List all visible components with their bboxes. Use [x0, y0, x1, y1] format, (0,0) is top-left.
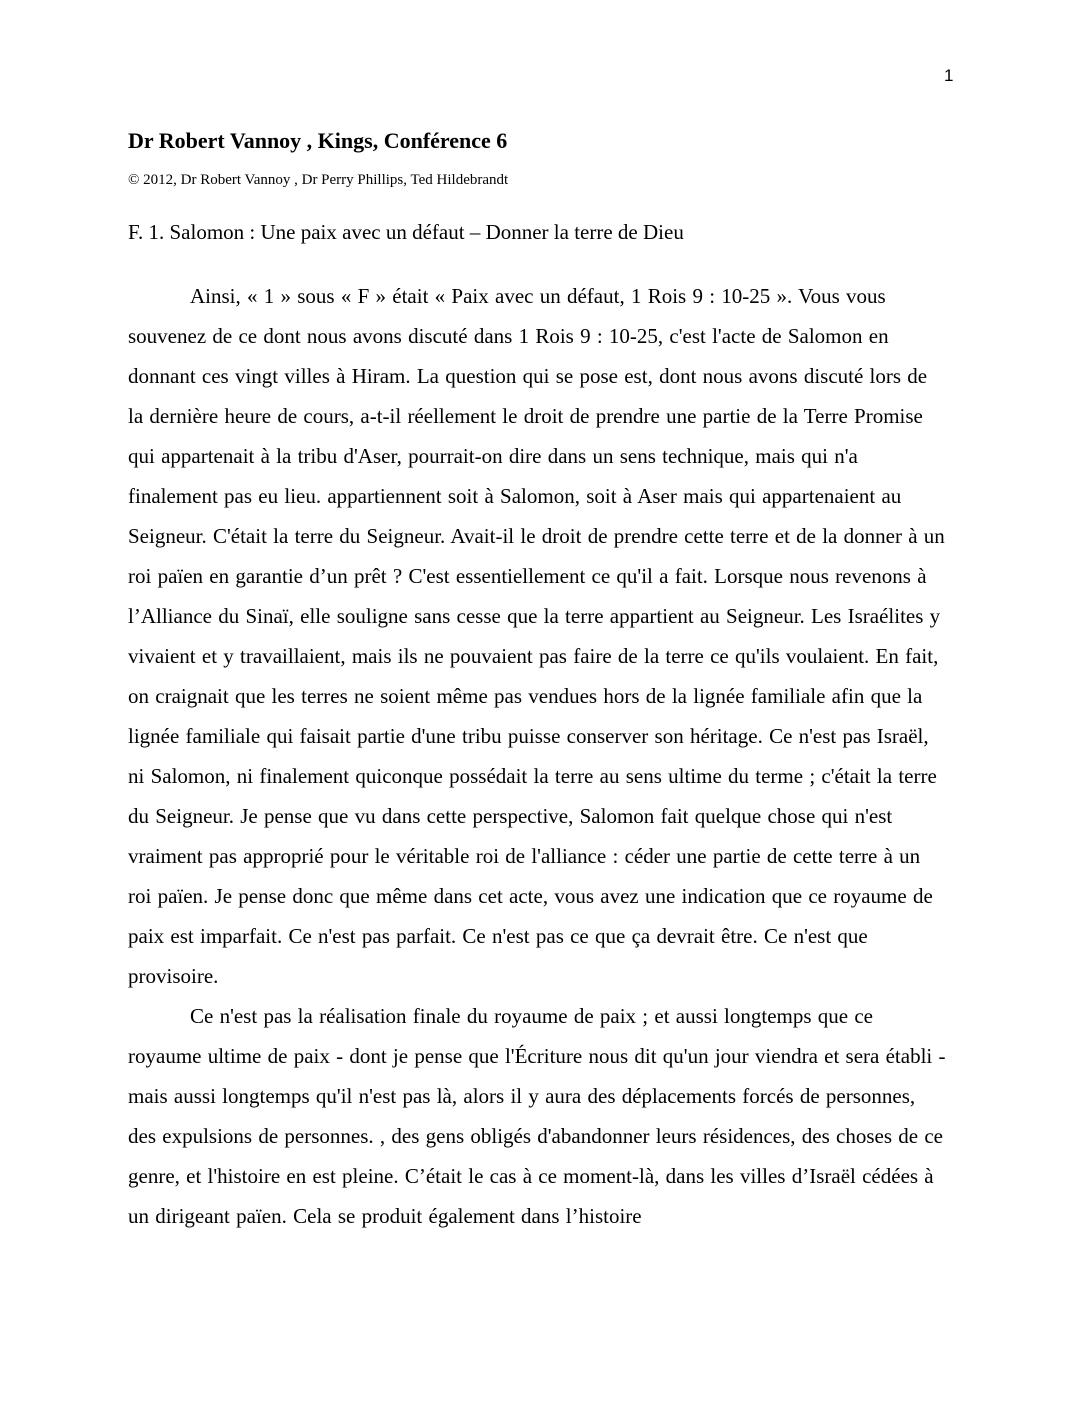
paragraph-1: Ainsi, « 1 » sous « F » était « Paix avec un défaut, 1 Rois 9 : 10-25 ». Vous vous souvenez de ce dont nous avons discuté dans 1 Rois 9 : 10-25, c'est l'acte de Salomon en donnant ces vingt villes à Hiram. La question qui se pose est, dont nous avons discuté lors de la dernière heure de cours, a-t-il réellement le droit de prendre une partie de la Terre Promise qui appartenait à la tribu d'Aser, pourrait-on dire dans un sens technique, mais qui n'a finalement pas eu lieu. appartiennent soit à Salomon, soit à Aser mais qui appartenaient au Seigneur. C'était la terre du Seigneur. Avait-il le droit de prendre cette terre et de la donner à un roi païen en garantie d’un prêt ? C'est essentiellement ce qu'il a fait. Lorsque nous revenons à l’Alliance du Sinaï, elle souligne sans cesse que la terre appartient au Seigneur. Les Israélites y vivaient et y travaillaient, mais ils ne pouvaient pas faire de la terre ce qu'ils voulaient. En fait, on craignait que les terres ne soient même pas vendues hors de la lignée familiale afin que la lignée familiale qui faisait partie d'une tribu puisse conserver son héritage. Ce n'est pas Israël, ni Salomon, ni finalement quiconque possédait la terre au sens ultime du terme ; c'était la terre du Seigneur. Je pense que vu dans cette perspective, Salomon fait quelque chose qui n'est vraiment pas approprié pour le véritable roi de l'alliance : céder une partie de cette terre à un roi païen. Je pense donc que même dans cet acte, vous avez une indication que ce royaume de paix est imparfait. Ce n'est pas parfait. Ce n'est pas ce que ça devrait être. Ce n'est que provisoire.	[128, 284, 945, 988]
section-heading: F. 1. Salomon : Une paix avec un défaut – Donner la terre de Dieu	[128, 220, 684, 244]
body-text	[128, 276, 948, 1236]
document-title: Dr Robert Vannoy , Kings, Conférence 6	[128, 128, 508, 153]
paragraph-2: Ce n'est pas la réalisation finale du royaume de paix ; et aussi longtemps que ce royaume ultime de paix - dont je pense que l'Écriture nous dit qu'un jour viendra et sera établi - mais aussi longtemps qu'il n'est pas là, alors il y aura des déplacements forcés de personnes, des expulsions de personnes. , des gens obligés d'abandonner leurs résidences, des choses de ce genre, et l'histoire en est pleine. C’était le cas à ce moment-là, dans les villes d’Israël cédées à un dirigeant païen. Cela se produit également dans l’histoire	[128, 1004, 946, 1228]
page-number: 1	[944, 66, 954, 85]
copyright-line: © 2012, Dr Robert Vannoy , Dr Perry Phillips, Ted Hildebrandt	[128, 172, 509, 188]
